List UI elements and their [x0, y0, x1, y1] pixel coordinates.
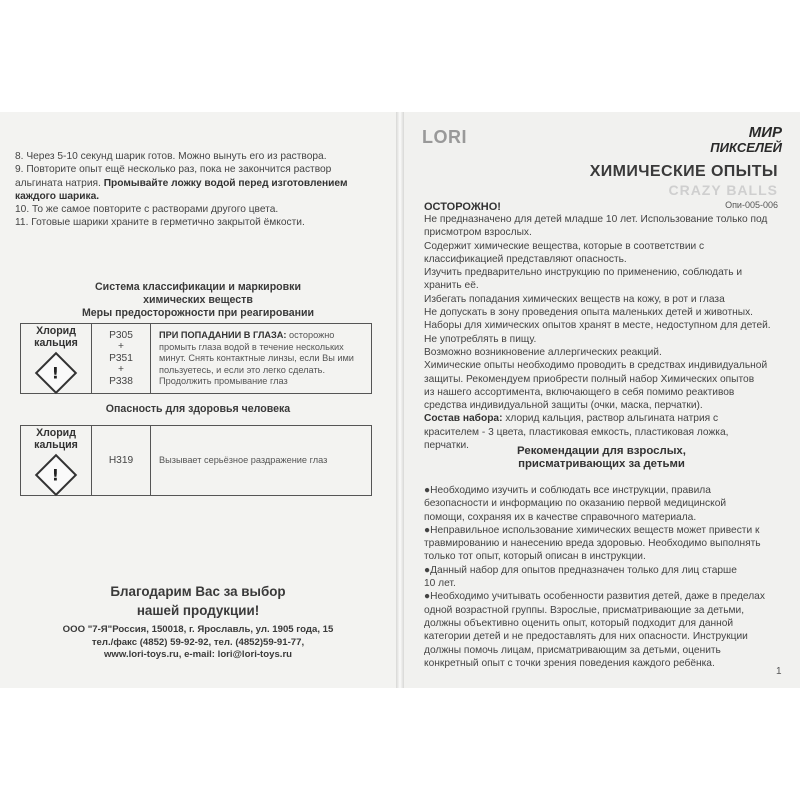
- hazard-description: [151, 426, 371, 495]
- substance-name-2: кальция: [34, 336, 78, 349]
- brand-logo-line-2: ПИКСЕЛЕЙ: [710, 140, 782, 155]
- set-line: красителем - 3 цвета, пластиковая емкость, пластиковая ложка,: [424, 426, 729, 438]
- ghs-title-line-1: Система классификации и маркировки: [95, 281, 301, 293]
- ghs-title: [0, 281, 396, 320]
- hazard-code: [92, 426, 151, 495]
- set-text: хлорид кальция, раствор альгината натрия с: [502, 413, 719, 425]
- product-title: ХИМИЧЕСКИЕ ОПЫТЫ: [589, 163, 778, 180]
- warning-line: Не предназначено для детей младше 10 лет. Использование только под: [424, 214, 768, 225]
- substance-cell: [21, 426, 92, 495]
- code-plus-2: +: [118, 364, 124, 376]
- brand-logo: [692, 125, 782, 155]
- rec-line: безопасности и информацию по оказанию первой медицинской: [424, 498, 727, 510]
- warning-line: Избегать попадания химических веществ на кожу, в рот и глаза: [424, 293, 725, 305]
- warning-line: Химические опыты необходимо проводить в средствах индивидуальной: [424, 360, 768, 372]
- brand-logo-line-1: МИР: [748, 124, 782, 141]
- rec-line: категории детей и не предоставлять для них опасности. Инструкции: [424, 631, 748, 643]
- address-line-1: ООО "7-Я"Россия, 150018, г. Ярославль, ул. 1905 года, 15: [62, 624, 334, 635]
- rec-line: ●Необходимо учитывать особенности развития детей, даже в пределах: [424, 591, 765, 603]
- set-label: Состав набора:: [424, 413, 503, 425]
- danger-title: Опасность для здоровья человека: [105, 403, 291, 415]
- hazard-diamond-icon: [35, 453, 77, 495]
- precaution-codes: [92, 324, 151, 393]
- booklet-spine: [396, 112, 404, 688]
- exclamation-icon: !: [52, 464, 60, 484]
- set-composition: [424, 412, 779, 425]
- article-number: Опи-005-006: [725, 200, 778, 210]
- code-p338: P338: [109, 375, 133, 387]
- product-subtitle: CRAZY BALLS: [668, 182, 778, 198]
- set-line: перчатки.: [424, 440, 470, 452]
- substance-name-1: Хлорид: [36, 426, 76, 439]
- page-number: 1: [776, 666, 782, 677]
- warning-line: классификацией представляют опасность.: [424, 253, 627, 265]
- step-8: 8. Через 5-10 секунд шарик готов. Можно вынуть его из раствора.: [15, 151, 327, 162]
- address-line-3: www.lori-toys.ru, e-mail: lori@lori-toys.ru: [103, 649, 293, 660]
- company-address: [0, 624, 396, 662]
- recommendations-list: [424, 484, 779, 670]
- warning-line: Не допускать в зону проведения опыта маленьких детей и животных.: [424, 307, 754, 319]
- code-plus-1: +: [118, 341, 124, 353]
- ghs-title-line-2: химических веществ: [143, 294, 253, 306]
- hazard-table: [20, 425, 372, 496]
- code-h319: H319: [108, 454, 134, 466]
- warning-line: хранить её.: [424, 280, 479, 292]
- step-9-bold-2: каждого шарика.: [15, 190, 100, 202]
- warning-line: защиты. Рекомендуем приобрести полный набор Химических опытов: [424, 373, 755, 385]
- thanks-message: [0, 582, 396, 620]
- instruction-steps: [15, 150, 375, 230]
- step-9: 9. Повторите опыт ещё несколько раз, пока не закончится раствор: [15, 164, 332, 176]
- address-line-2: тел./факс (4852) 59-92-92, тел. (4852)59-91-77,: [91, 636, 305, 648]
- rec-line: конкретный опыт с точки зрения поведения каждого ребёнка.: [424, 657, 715, 669]
- step-9-text: альгината натрия.: [15, 177, 101, 189]
- rec-line: 10 лет.: [424, 578, 456, 590]
- code-p351: P351: [109, 352, 133, 364]
- rec-line: травмированию и нанесению вреда здоровью. Необходимо выполнять: [424, 538, 761, 550]
- step-10: 10. То же самое повторите с растворами другого цвета.: [15, 204, 279, 216]
- rec-line: ●Неправильное использование химических веществ может привести к: [424, 524, 760, 536]
- warning-line: Изучить предварительно инструкцию по применению, соблюдать и: [424, 267, 743, 279]
- rec-line: ●Необходимо изучить и соблюдать все инструкции, правила: [424, 485, 711, 496]
- thanks-line-2: нашей продукции!: [136, 603, 260, 618]
- code-p305: P305: [109, 329, 133, 341]
- substance-cell: [21, 324, 92, 393]
- right-page: [404, 112, 800, 688]
- step-9-bold: Промывайте ложку водой перед изготовлением: [103, 177, 348, 189]
- warning-line: Возможно возникновение аллергических реакций.: [424, 346, 662, 358]
- exclamation-icon: !: [52, 362, 60, 382]
- warning-line: Наборы для химических опытов хранят в месте, недоступном для детей.: [424, 320, 771, 332]
- rec-line: ●Данный набор для опытов предназначен только для лиц старше: [424, 564, 737, 576]
- warning-title: ОСТОРОЖНО!: [424, 201, 501, 213]
- hazard-desc-text: Вызывает серьёзное раздражение глаз: [159, 454, 328, 465]
- substance-name-2: кальция: [34, 438, 78, 451]
- step-9-cont: [15, 177, 375, 190]
- thanks-line-1: Благодарим Вас за выбор: [110, 584, 286, 599]
- rec-line: должны объективно оценить опыт, который подходит для данной: [424, 617, 734, 629]
- hazard-diamond-icon: [35, 351, 77, 393]
- rec-line: одной возрастной группы. Взрослые, присматривающие за детьми,: [424, 604, 745, 616]
- warning-line: присмотром взрослых.: [424, 227, 532, 239]
- rec-title-line-1: Рекомендации для взрослых,: [517, 445, 686, 457]
- precaution-desc-text: осторожно промыть глаза водой в течение нескольких минут. Снять контактные линзы, если Вы ими пользуетесь, и если это легко сделать. Продолжить промывание глаз: [159, 330, 354, 386]
- lori-logo: LORI: [422, 127, 467, 147]
- warning-line: Не употреблять в пищу.: [424, 333, 537, 345]
- precaution-description: [151, 324, 371, 393]
- warning-line: из нашего ассортимента, включающего в себя помимо реактивов: [424, 386, 735, 398]
- rec-line: должны помочь лицам, присматривающим за детьми, оценить: [424, 644, 721, 656]
- substance-name-1: Хлорид: [36, 324, 76, 337]
- precaution-desc-bold: ПРИ ПОПАДАНИИ В ГЛАЗА:: [159, 330, 287, 340]
- warning-line: средства индивидуальной защиты (очки, маска, перчатки).: [424, 400, 703, 412]
- rec-title-line-2: присматривающих за детьми: [518, 458, 685, 471]
- ghs-title-line-3: Меры предосторожности при реагировании: [81, 307, 315, 319]
- rec-line: только тот опыт, который описан в инструкции.: [424, 551, 646, 563]
- step-11: 11. Готовые шарики храните в герметично закрытой ёмкости.: [15, 217, 305, 229]
- warning-line: Содержит химические вещества, которые в соответствии с: [424, 240, 705, 252]
- left-page: [0, 112, 396, 688]
- rec-line: помощи, сохраняя их в качестве справочного материала.: [424, 511, 697, 523]
- recommendations-title: [424, 445, 779, 472]
- precaution-table: [20, 323, 372, 394]
- step-9-bold-cont: [15, 190, 375, 203]
- warning-text: [424, 213, 779, 452]
